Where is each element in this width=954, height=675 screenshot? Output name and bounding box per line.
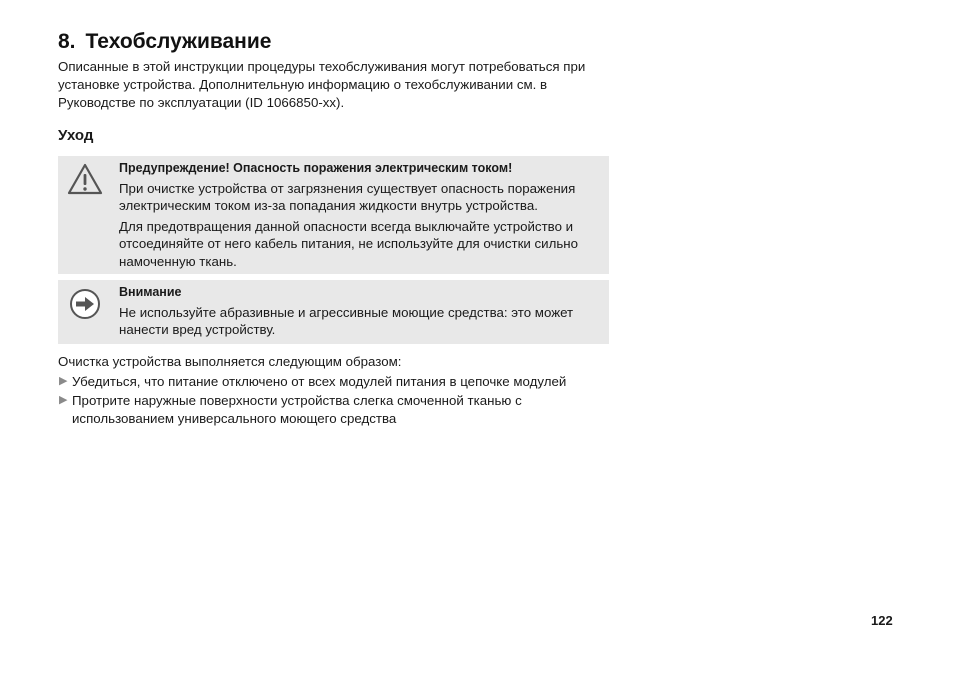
warning-notice [58,156,609,274]
procedure-intro: Очистка устройства выполняется следующим образом: [58,353,402,369]
section-number: 8. [58,30,76,53]
procedure-steps [58,373,609,428]
page-title [58,28,609,56]
list-item [58,373,609,391]
warning-paragraph: Для предотвращения данной опасности всегда выключайте устройство и отсоединяйте от него кабель питания, не используйте для очистки сильно намоченную ткань. [119,218,579,269]
step-text: Протрите наружные поверхности устройства слегка смоченной тканью с использованием универсального моющего средства [72,393,522,426]
warning-triangle-icon [66,162,104,196]
warning-paragraph: При очистке устройства от загрязнения существует опасность поражения электрическим током из-за попадания жидкости внутрь устройства. [119,180,576,213]
section-title: Техобслуживание [85,30,272,53]
warning-title: Предупреждение! Опасность поражения электрическим током! [119,161,513,175]
bullet-arrow-icon: ▶ [59,394,68,406]
step-text: Убедиться, что питание отключено от всех модулей питания в цепочке модулей [72,373,567,389]
arrow-right-circle-icon [66,286,104,320]
caution-text: Не используйте абразивные и агрессивные моющие средства: это может нанести вред устройству. [119,304,574,337]
caution-title: Внимание [119,285,182,299]
intro-paragraph: Описанные в этой инструкции процедуры техобслуживания могут потребоваться при установке устройства. Дополнительную информацию о техобслуживании см. в Руководстве по эксплуатации (ID 1066850-xx). [58,59,586,110]
bullet-arrow-icon: ▶ [59,374,68,387]
list-item [58,392,609,427]
page-content [58,28,609,429]
caution-notice [58,280,609,344]
subsection-title: Уход [58,127,94,144]
page-number: 122 [871,613,893,628]
